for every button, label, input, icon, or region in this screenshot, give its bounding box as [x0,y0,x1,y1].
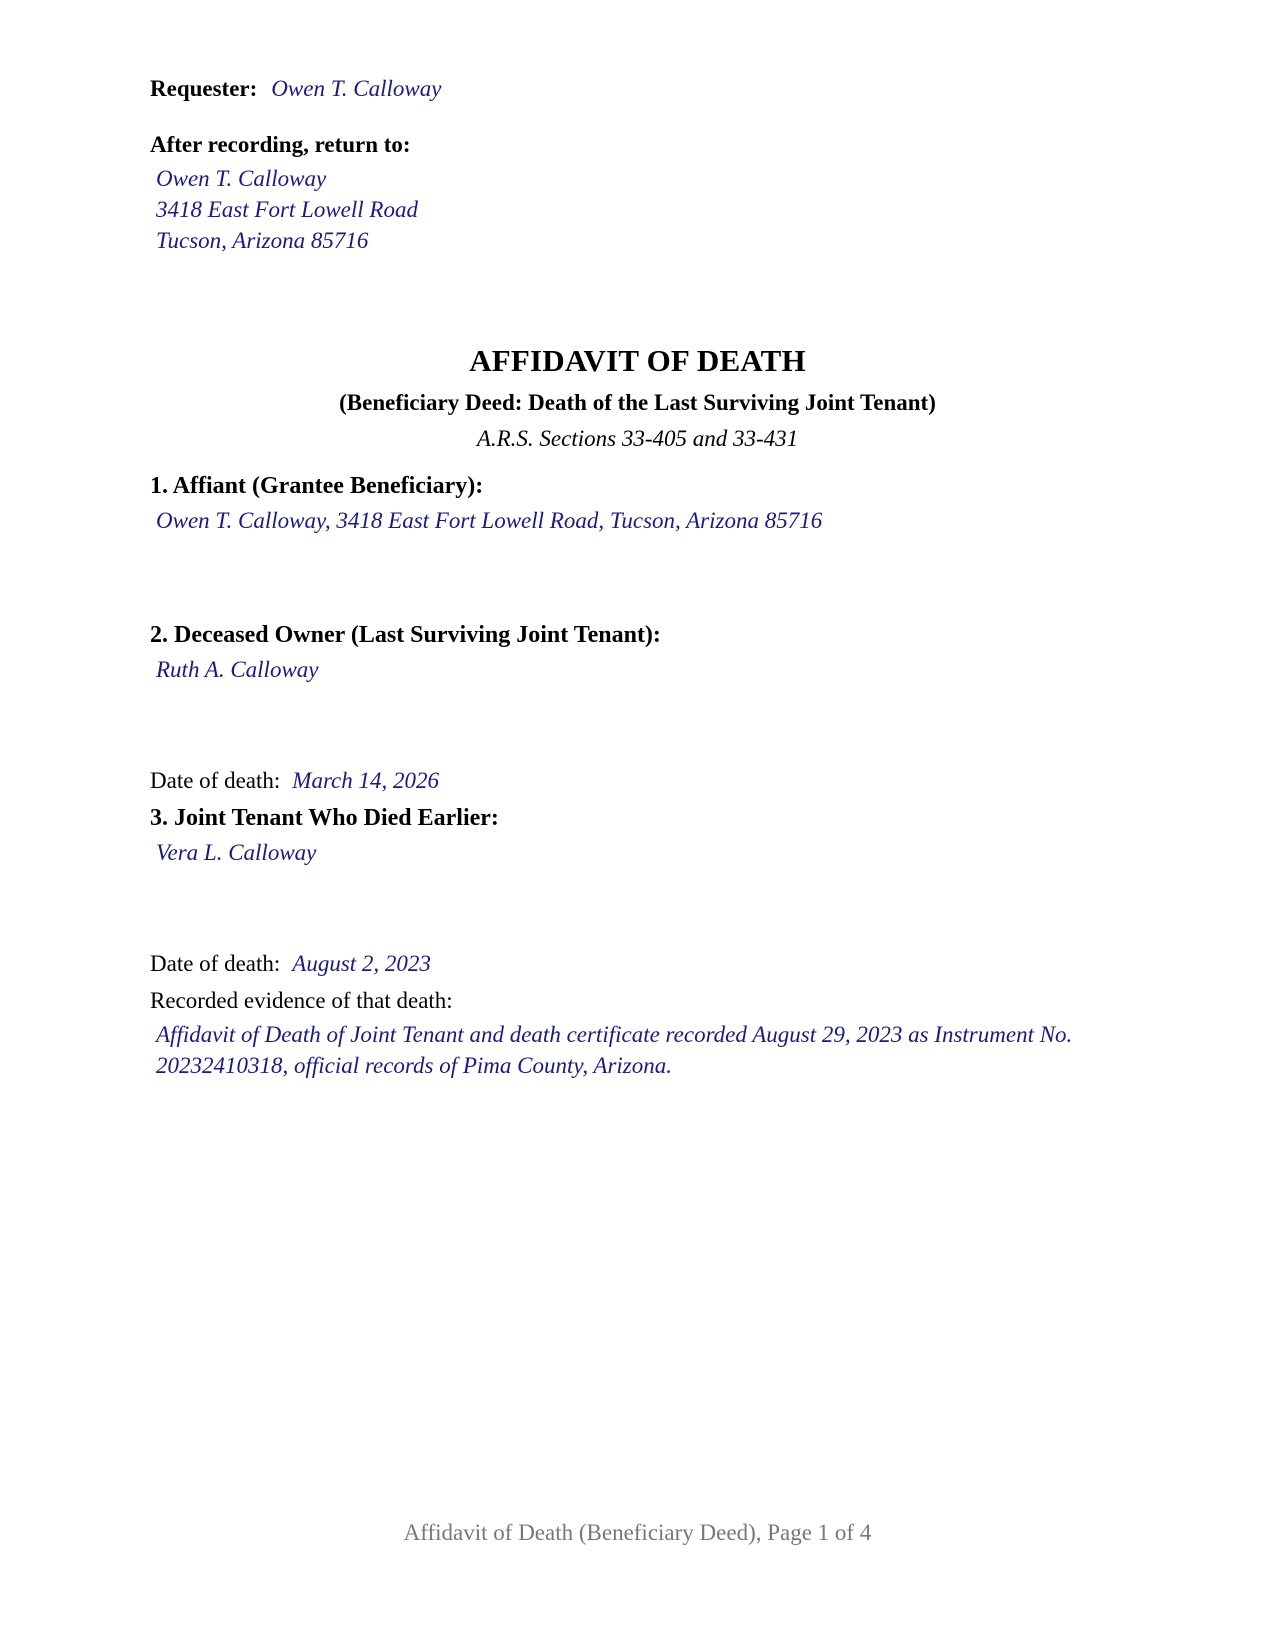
document-subtitle: (Beneficiary Deed: Death of the Last Surviving Joint Tenant) [339,390,936,415]
page-footer: Affidavit of Death (Beneficiary Deed), Page 1 of 4 [403,1520,872,1545]
date-of-death-value: March 14, 2026 [292,768,439,793]
recorded-evidence-value: Affidavit of Death of Joint Tenant and death certificate recorded August 29, 2023 as Instrument No. 20232410318, official records of Pima County, Arizona. [156,1022,1073,1078]
recorded-evidence-label: Recorded evidence of that death: [150,988,453,1013]
statute-reference: A.R.S. Sections 33-405 and 33-431 [476,426,799,451]
requester-line [150,76,441,102]
earlier-joint-tenant-name: Vera L. Calloway [156,840,317,865]
requester-label: Requester: [150,76,258,101]
requester-name: Owen T. Calloway [271,76,442,101]
date-of-death-label: Date of death: [150,768,281,793]
earlier-tenant-date-line [150,951,431,977]
deceased-owner-date-line [150,768,439,794]
section-2-heading: 2. Deceased Owner (Last Surviving Joint Tenant): [150,622,661,648]
deceased-owner-name: Ruth A. Calloway [156,657,319,682]
return-to-city: Tucson, Arizona 85716 [156,228,369,253]
return-to-street: 3418 East Fort Lowell Road [156,197,418,222]
return-to-name: Owen T. Calloway [156,166,327,191]
date-of-death-label: Date of death: [150,951,281,976]
document-title: AFFIDAVIT OF DEATH [469,343,806,378]
return-to-label: After recording, return to: [150,132,411,157]
affiant-value: Owen T. Calloway, 3418 East Fort Lowell Road, Tucson, Arizona 85716 [156,508,823,533]
date-of-death-value: August 2, 2023 [292,951,431,976]
section-1-heading: 1. Affiant (Grantee Beneficiary): [150,473,484,499]
section-3-heading: 3. Joint Tenant Who Died Earlier: [150,805,499,831]
